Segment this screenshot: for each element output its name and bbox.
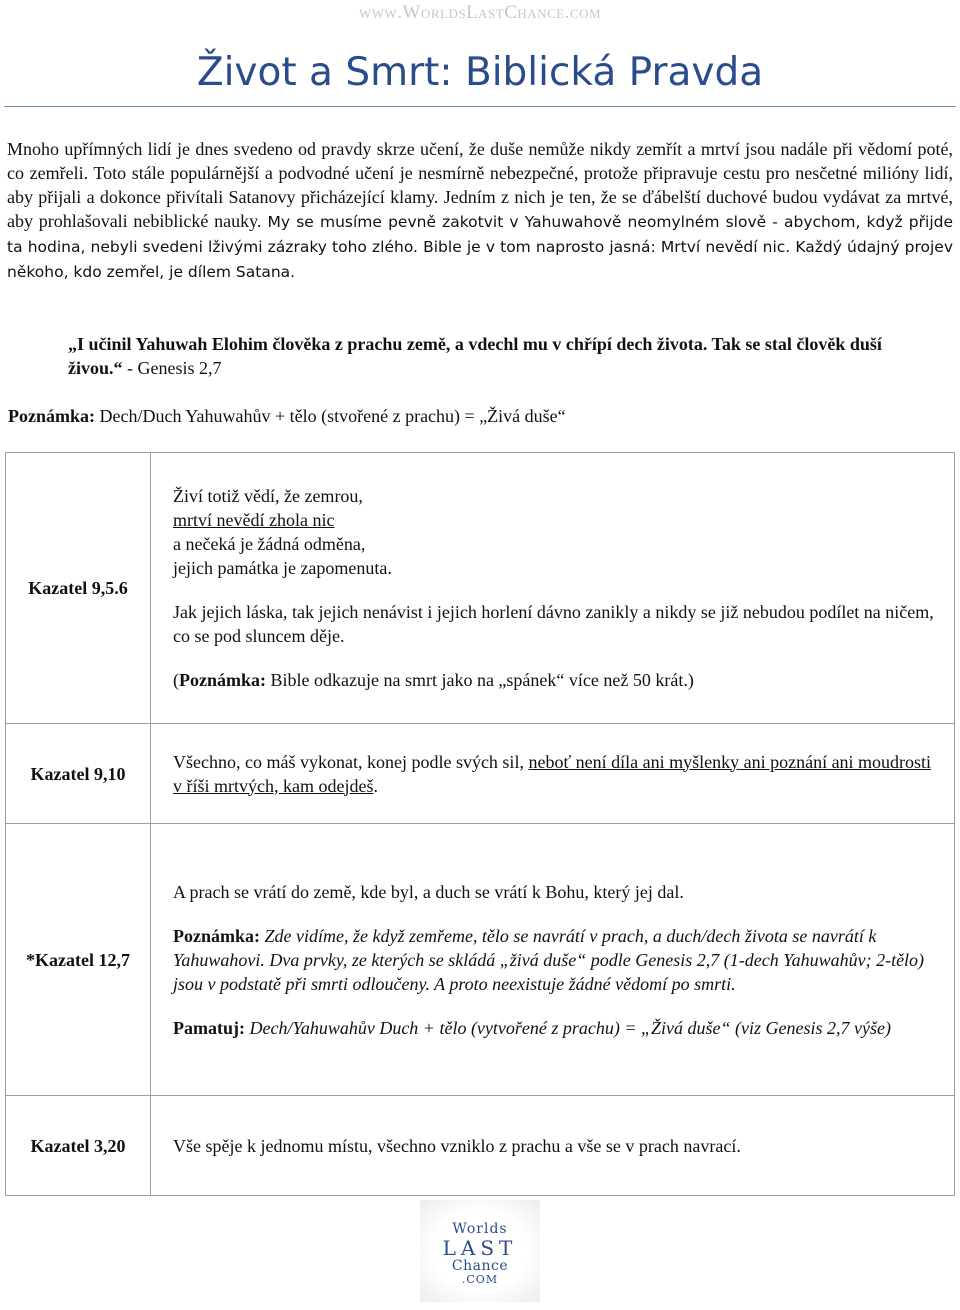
row-reference: *Kazatel 12,7 [6, 824, 151, 1096]
table-row [6, 724, 955, 824]
row-note-label: Poznámka: [179, 670, 266, 690]
poem-line: a nečeká je žádná odměna, [173, 534, 366, 554]
row-note: (Poznámka: Bible odkazuje na smrt jako na „spánek“ více než 50 krát.) [173, 670, 694, 690]
poem-line: Živí totiž vědí, že zemrou, [173, 486, 363, 506]
table-row [6, 1096, 955, 1196]
row-note-label: Poznámka: [173, 925, 260, 946]
intro-sentence-1: Mnoho upřímných lidí je dnes svedeno od pravdy skrze učení, že duše nemůže nikdy zemřít a mrtví jsou nadále při vědomí poté, co zemřeli. [7, 139, 953, 183]
row-text [151, 824, 955, 1096]
worldslastchance-logo[interactable] [432, 1208, 528, 1294]
scripture-table [5, 452, 955, 1196]
intro-paragraph [7, 137, 953, 284]
logo-line-2: LAST [442, 1236, 518, 1260]
table-row [6, 824, 955, 1096]
poem-line: jejich památka je zapomenuta. [173, 558, 392, 578]
site-header-url[interactable]: www.WorldsLastChance.com [358, 2, 602, 23]
intro-sentence-2: Toto stále populárnější a podvodné učení je nesmírně nebezpečné, protože připravuje cestu pro nesčetné milióny lidí, aby přijali a dokonce přivítali Satanovy přicházející klamy. Jedním z nich je ten, že se ďábelští duchové budou vydávat za mrtvé, aby prohlašovali nebiblické nauky. [7, 163, 953, 231]
row-text: Všechno, co máš vykonat, konej podle svých sil, neboť není díla ani myšlenky ani poznání ani moudrosti v říši mrtvých, kam odejdeš. [151, 724, 955, 824]
row-text [151, 453, 955, 724]
intro-sentence-5: Každý údajný projev někoho, kdo zemřel, je dílem Satana. [7, 238, 953, 281]
title-divider [4, 106, 956, 107]
intro-sentence-3: My se musíme pevně zakotvit v Yahuwahově neomylném slově - abychom, když přijde ta hodina, nebyli svedeni lživými zázraky toho zlého. [7, 213, 953, 256]
genesis-quote [68, 332, 908, 380]
row-paragraph: Jak jejich láska, tak jejich nenávist i jejich horlení dávno zanikly a nikdy se již nebudou podílet na ničem, co se pod sluncem děje. [173, 602, 934, 646]
row-reference: Kazatel 9,10 [6, 724, 151, 824]
row-note-text: Zde vidíme, že když zemřeme, tělo se navrátí v prach, a duch/dech života se navrátí k Yahuwahovi. Dva prvky, ze kterých se skládá „živá duše“ podle Genesis 2,7 (1-dech Yahuwahův; 2-tělo) jsou v podstatě při smrti odloučeny. A proto neexistuje žádné vědomí po smrti. [173, 925, 925, 994]
page-title: Život a Smrt: Biblická Pravda [196, 50, 764, 95]
row-text-plain: Všechno, co máš vykonat, konej podle svých sil, [173, 751, 529, 772]
row-paragraph: A prach se vrátí do země, kde byl, a duch se vrátí k Bohu, který jej dal. [173, 881, 684, 902]
row-remember-text: Dech/Yahuwahův Duch + tělo (vytvořené z prachu) = „Živá duše“ (viz Genesis 2,7 výše) [244, 1017, 891, 1038]
row-note [173, 924, 942, 996]
genesis-quote-ref: - Genesis 2,7 [122, 358, 222, 378]
genesis-quote-text: „I učinil Yahuwah Elohim člověka z prachu země, a vdechl mu v chřípí dech života. Tak se stal člověk duší živou.“ [68, 334, 882, 378]
row-paragraph: Vše spěje k jednomu místu, všechno vzniklo z prachu a vše se v prach navrací. [173, 1135, 741, 1156]
logo-line-3: Chance [451, 1258, 509, 1274]
row-text-underlined: neboť není díla ani myšlenky ani poznání ani moudrosti v říši mrtvých, kam odejdeš [173, 751, 932, 796]
logo-line-4: .COM [461, 1273, 499, 1286]
row-text [151, 1096, 955, 1196]
row-reference: Kazatel 9,5.6 [6, 453, 151, 724]
table-row [6, 453, 955, 724]
row-note-text: Bible odkazuje na smrt jako na „spánek“ více než 50 krát.) [266, 670, 694, 690]
row-remember [173, 1016, 942, 1040]
note-label: Poznámka: [8, 406, 95, 426]
row-remember-label: Pamatuj: [173, 1017, 245, 1038]
note-text: Dech/Duch Yahuwahův + tělo (stvořené z prachu) = „Živá duše“ [95, 406, 566, 426]
logo-line-1: Worlds [452, 1221, 508, 1237]
intro-sentence-4: Bible je v tom naprosto jasná: Mrtví nevědí nic. [417, 238, 791, 256]
poem-line-underlined: mrtví nevědí zhola nic [173, 510, 335, 530]
row-reference: Kazatel 3,20 [6, 1096, 151, 1196]
living-soul-note [8, 404, 948, 428]
